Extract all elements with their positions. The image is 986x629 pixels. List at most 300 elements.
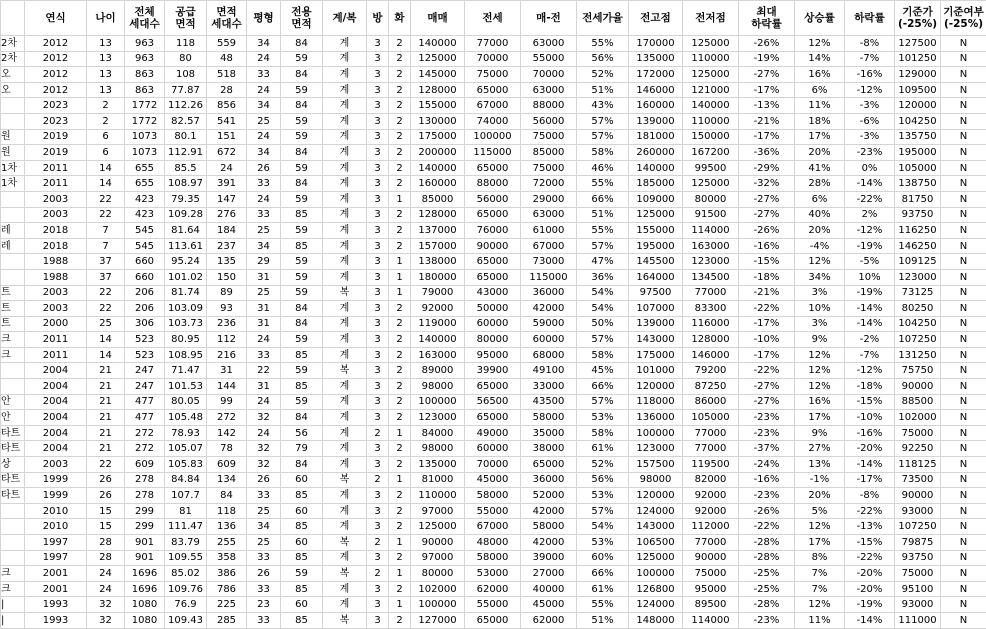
table-cell: 2011 <box>25 347 87 363</box>
table-cell: 108 <box>165 67 207 83</box>
table-cell: 108.95 <box>165 347 207 363</box>
table-row <box>1 160 986 176</box>
table-cell: 53% <box>577 535 629 551</box>
table-cell: 545 <box>125 238 165 254</box>
table-cell: -28% <box>739 550 795 566</box>
table-cell: 100000 <box>411 394 465 410</box>
table-cell: 85 <box>281 612 323 628</box>
table-cell: 139000 <box>629 113 683 129</box>
table-cell: 59 <box>281 160 323 176</box>
table-cell: -26% <box>739 223 795 239</box>
table-cell: 타트 <box>1 441 25 457</box>
table-cell: 11% <box>795 612 845 628</box>
table-cell: 1 <box>389 566 411 582</box>
table-cell: 110000 <box>683 51 739 67</box>
table-cell: 31 <box>207 363 247 379</box>
table-cell: -12% <box>845 363 895 379</box>
table-cell: 110000 <box>683 113 739 129</box>
table-cell: 79.35 <box>165 191 207 207</box>
table-row <box>1 410 986 426</box>
table-cell: 2 <box>389 363 411 379</box>
table-cell: 70000 <box>465 51 521 67</box>
table-row <box>1 145 986 161</box>
table-cell: 50000 <box>465 301 521 317</box>
table-cell: 160000 <box>629 98 683 114</box>
table-cell: 14 <box>87 176 125 192</box>
table-cell: 67000 <box>465 98 521 114</box>
table-cell: 57% <box>577 113 629 129</box>
table-cell: 110000 <box>411 488 465 504</box>
table-cell: 36% <box>577 269 629 285</box>
table-cell: 112.91 <box>165 145 207 161</box>
table-cell: -16% <box>845 425 895 441</box>
table-cell: 76.9 <box>165 597 207 613</box>
table-cell: 28% <box>795 176 845 192</box>
table-cell: 2 <box>389 503 411 519</box>
table-cell: 58% <box>577 145 629 161</box>
table-cell: 13 <box>87 36 125 52</box>
table-cell: 101.02 <box>165 269 207 285</box>
table-cell: 62000 <box>521 612 577 628</box>
table-cell: N <box>941 410 986 426</box>
table-cell: 160000 <box>411 176 465 192</box>
table-cell: 104250 <box>895 113 941 129</box>
table-cell: 2019 <box>25 145 87 161</box>
table-cell: -23% <box>739 488 795 504</box>
table-cell: 3 <box>367 160 389 176</box>
table-row <box>1 98 986 114</box>
table-cell: 20% <box>795 223 845 239</box>
table-cell: 92000 <box>683 503 739 519</box>
table-cell: 75000 <box>895 566 941 582</box>
table-cell: 60 <box>281 597 323 613</box>
table-cell: 125000 <box>683 67 739 83</box>
table-cell: 2 <box>87 98 125 114</box>
table-cell: 109500 <box>895 82 941 98</box>
table-cell: 2 <box>389 51 411 67</box>
table-cell: -27% <box>739 67 795 83</box>
table-cell: 146000 <box>629 82 683 98</box>
table-cell: 112000 <box>683 519 739 535</box>
table-cell: 24 <box>247 425 281 441</box>
table-cell: 255 <box>207 535 247 551</box>
table-cell: 3 <box>367 113 389 129</box>
table-cell: 93 <box>207 301 247 317</box>
table-cell: 31 <box>247 301 281 317</box>
table-cell: 85 <box>281 488 323 504</box>
table-cell: 1080 <box>125 597 165 613</box>
table-cell: 358 <box>207 550 247 566</box>
table-cell: 33 <box>247 176 281 192</box>
table-cell: 계 <box>323 488 367 504</box>
table-cell: 48000 <box>465 535 521 551</box>
table-cell: 22 <box>87 457 125 473</box>
table-cell: 33000 <box>521 379 577 395</box>
table-cell: 계 <box>323 425 367 441</box>
table-cell: 84 <box>281 457 323 473</box>
table-cell: 121000 <box>683 82 739 98</box>
table-cell: -7% <box>845 51 895 67</box>
table-cell: 81.74 <box>165 285 207 301</box>
table-cell: 21 <box>87 410 125 426</box>
table-cell: 1999 <box>25 472 87 488</box>
table-cell: 9% <box>795 425 845 441</box>
table-cell: 타트 <box>1 425 25 441</box>
table-cell: 계 <box>323 129 367 145</box>
table-cell: 8% <box>795 550 845 566</box>
table-cell: 672 <box>207 145 247 161</box>
table-row <box>1 176 986 192</box>
table-row <box>1 82 986 98</box>
table-cell: 58000 <box>521 519 577 535</box>
table-cell: 2 <box>367 472 389 488</box>
table-cell: N <box>941 82 986 98</box>
table-cell: 125000 <box>629 207 683 223</box>
table-cell: N <box>941 503 986 519</box>
table-row <box>1 316 986 332</box>
table-cell: 22 <box>87 207 125 223</box>
table-cell: -12% <box>845 82 895 98</box>
table-cell: 3 <box>367 363 389 379</box>
table-cell: | <box>1 597 25 613</box>
table-cell: 107000 <box>629 301 683 317</box>
table-cell: 계 <box>323 254 367 270</box>
table-cell: 계 <box>323 145 367 161</box>
table-cell: 85 <box>281 207 323 223</box>
table-cell: 77000 <box>465 36 521 52</box>
table-cell: 116250 <box>895 223 941 239</box>
table-cell: -25% <box>739 581 795 597</box>
table-cell: 22 <box>87 285 125 301</box>
table-cell: -10% <box>739 332 795 348</box>
table-cell: 2 <box>389 581 411 597</box>
table-cell: 863 <box>125 82 165 98</box>
table-cell: 51% <box>577 207 629 223</box>
table-cell: 크 <box>1 347 25 363</box>
table-cell: 97000 <box>411 503 465 519</box>
table-cell: 135000 <box>411 457 465 473</box>
table-cell: 3 <box>367 519 389 535</box>
table-cell: N <box>941 98 986 114</box>
table-cell: -20% <box>845 581 895 597</box>
table-cell: 3 <box>367 207 389 223</box>
table-cell: 2 <box>389 238 411 254</box>
table-cell: 3 <box>367 145 389 161</box>
table-cell: 17% <box>795 410 845 426</box>
table-cell: 127000 <box>411 612 465 628</box>
table-cell: 7% <box>795 581 845 597</box>
table-cell: 77000 <box>683 535 739 551</box>
table-cell: 59 <box>281 223 323 239</box>
table-cell: 79000 <box>411 285 465 301</box>
table-row <box>1 597 986 613</box>
table-cell: 크 <box>1 566 25 582</box>
table-cell: 247 <box>125 363 165 379</box>
table-cell: 75000 <box>521 129 577 145</box>
table-cell: 25 <box>247 223 281 239</box>
table-cell: 22 <box>247 363 281 379</box>
table-cell: 90000 <box>895 488 941 504</box>
table-cell: 2 <box>389 347 411 363</box>
table-cell: 계 <box>323 36 367 52</box>
table-cell: -14% <box>845 301 895 317</box>
table-cell: 1988 <box>25 254 87 270</box>
table-cell <box>1 363 25 379</box>
table-cell: 112.26 <box>165 98 207 114</box>
table-cell: 98000 <box>411 379 465 395</box>
table-cell: 278 <box>125 472 165 488</box>
table-cell: 26 <box>87 472 125 488</box>
table-cell: 1993 <box>25 612 87 628</box>
table-cell: 2012 <box>25 67 87 83</box>
table-cell: 16% <box>795 394 845 410</box>
table-cell: -18% <box>845 379 895 395</box>
table-cell: 3 <box>367 410 389 426</box>
table-cell: 57% <box>577 129 629 145</box>
table-row <box>1 223 986 239</box>
table-cell: 7 <box>87 238 125 254</box>
table-cell: 655 <box>125 160 165 176</box>
table-cell: 59 <box>281 566 323 582</box>
table-row <box>1 519 986 535</box>
table-cell: -23% <box>739 425 795 441</box>
table-cell: 276 <box>207 207 247 223</box>
table-cell: 3 <box>367 379 389 395</box>
table-cell: -27% <box>739 379 795 395</box>
table-cell: 59 <box>281 254 323 270</box>
table-cell: -15% <box>845 535 895 551</box>
table-cell: -16% <box>739 472 795 488</box>
table-cell: 16% <box>795 67 845 83</box>
table-cell: 2012 <box>25 82 87 98</box>
table-cell: 83300 <box>683 301 739 317</box>
table-cell: 99500 <box>683 160 739 176</box>
header-row <box>1 1 986 36</box>
table-cell: 2 <box>367 425 389 441</box>
table-cell: 172000 <box>629 67 683 83</box>
table-cell: 21 <box>87 394 125 410</box>
table-cell: 24 <box>247 82 281 98</box>
table-cell: 2 <box>389 488 411 504</box>
table-cell: 111000 <box>895 612 941 628</box>
table-cell: 3 <box>367 316 389 332</box>
table-cell: 13 <box>87 51 125 67</box>
table-cell: -14% <box>845 176 895 192</box>
table-cell: 200000 <box>411 145 465 161</box>
table-cell <box>1 503 25 519</box>
table-cell: 101250 <box>895 51 941 67</box>
table-cell: 61000 <box>521 223 577 239</box>
table-cell: 59 <box>281 51 323 67</box>
table-cell: 2 <box>389 67 411 83</box>
table-cell: 90000 <box>683 550 739 566</box>
table-cell: 24 <box>87 566 125 582</box>
table-cell: 101000 <box>629 363 683 379</box>
table-cell: 60 <box>281 535 323 551</box>
table-cell: 79200 <box>683 363 739 379</box>
table-cell: 1 <box>389 254 411 270</box>
table-cell: 559 <box>207 36 247 52</box>
table-cell: 17% <box>795 535 845 551</box>
table-cell: 66% <box>577 379 629 395</box>
table-cell: 복 <box>323 535 367 551</box>
table-row <box>1 363 986 379</box>
table-cell: 계 <box>323 301 367 317</box>
table-cell: 계 <box>323 410 367 426</box>
table-cell: 128000 <box>411 207 465 223</box>
table-cell: 계 <box>323 597 367 613</box>
table-cell: 계 <box>323 223 367 239</box>
table-cell: 26 <box>247 160 281 176</box>
table-cell: 82.57 <box>165 113 207 129</box>
table-cell: 15 <box>87 519 125 535</box>
table-cell: 33 <box>247 488 281 504</box>
table-cell: 70000 <box>465 457 521 473</box>
table-cell: 272 <box>207 410 247 426</box>
table-cell: 236 <box>207 316 247 332</box>
column-header: 나이 <box>87 1 125 36</box>
table-cell: 2 <box>389 332 411 348</box>
column-header: 최대 하락률 <box>739 1 795 36</box>
table-cell: 856 <box>207 98 247 114</box>
table-row <box>1 129 986 145</box>
table-cell: 112 <box>207 332 247 348</box>
table-cell: 120000 <box>895 98 941 114</box>
column-header: 공급 면적 <box>165 1 207 36</box>
table-cell: 56 <box>281 425 323 441</box>
table-cell: 477 <box>125 394 165 410</box>
table-cell: 135750 <box>895 129 941 145</box>
column-header: 평형 <box>247 1 281 36</box>
table-cell: 1 <box>389 472 411 488</box>
table-cell: 79 <box>281 441 323 457</box>
table-cell: 99 <box>207 394 247 410</box>
table-cell: 타트 <box>1 472 25 488</box>
table-cell: 56000 <box>465 191 521 207</box>
table-cell: 3 <box>367 597 389 613</box>
table-cell: 7 <box>87 223 125 239</box>
table-cell: 1 <box>389 191 411 207</box>
table-cell: 2001 <box>25 581 87 597</box>
table-cell: -29% <box>739 160 795 176</box>
table-cell: 68000 <box>521 347 577 363</box>
table-cell: 59 <box>281 285 323 301</box>
table-cell: 2018 <box>25 238 87 254</box>
table-cell: 61% <box>577 581 629 597</box>
table-cell: 2차 <box>1 36 25 52</box>
table-cell: 2 <box>389 145 411 161</box>
table-cell: 901 <box>125 535 165 551</box>
table-cell: 2003 <box>25 207 87 223</box>
table-cell: 55% <box>577 597 629 613</box>
table-cell: 1073 <box>125 129 165 145</box>
table-cell: 계 <box>323 207 367 223</box>
table-cell: 계 <box>323 82 367 98</box>
table-cell: 2 <box>389 410 411 426</box>
table-cell: 79875 <box>895 535 941 551</box>
table-cell: N <box>941 285 986 301</box>
table-row <box>1 207 986 223</box>
table-cell: 6% <box>795 82 845 98</box>
table-cell: 54% <box>577 301 629 317</box>
table-cell: 65000 <box>465 410 521 426</box>
table-cell: 963 <box>125 51 165 67</box>
table-cell: 85 <box>281 550 323 566</box>
table-cell: 81000 <box>411 472 465 488</box>
table-cell: 157500 <box>629 457 683 473</box>
table-cell: 33 <box>247 347 281 363</box>
table-cell: 58000 <box>521 410 577 426</box>
table-cell: 2023 <box>25 98 87 114</box>
table-cell: 115000 <box>521 269 577 285</box>
table-cell: 225 <box>207 597 247 613</box>
table-cell: 2001 <box>25 566 87 582</box>
table-cell: -22% <box>845 503 895 519</box>
table-cell: 53000 <box>465 566 521 582</box>
table-cell: 2% <box>845 207 895 223</box>
table-cell: 84 <box>281 301 323 317</box>
table-cell: 299 <box>125 519 165 535</box>
table-cell: 5% <box>795 503 845 519</box>
table-cell: 609 <box>125 457 165 473</box>
table-cell: 1080 <box>125 612 165 628</box>
table-cell: 3 <box>367 223 389 239</box>
table-cell: 105000 <box>895 160 941 176</box>
table-cell: 2 <box>389 316 411 332</box>
table-cell: 45000 <box>465 472 521 488</box>
table-cell: 150000 <box>683 129 739 145</box>
table-cell: 73125 <box>895 285 941 301</box>
table-cell: 125000 <box>411 519 465 535</box>
table-cell: 12% <box>795 254 845 270</box>
table-cell: 83.79 <box>165 535 207 551</box>
table-row <box>1 238 986 254</box>
table-row <box>1 457 986 473</box>
table-cell: 518 <box>207 67 247 83</box>
table-cell: -16% <box>845 67 895 83</box>
table-cell: 24 <box>247 191 281 207</box>
table-cell: N <box>941 254 986 270</box>
table-cell: 34 <box>247 145 281 161</box>
table-cell: N <box>941 160 986 176</box>
table-cell: 129000 <box>895 67 941 83</box>
table-cell: 2004 <box>25 410 87 426</box>
table-cell: | <box>1 612 25 628</box>
table-cell: 2 <box>389 223 411 239</box>
table-cell: 285 <box>207 612 247 628</box>
table-cell: 3 <box>367 176 389 192</box>
table-cell: 1 <box>389 597 411 613</box>
table-cell: 75750 <box>895 363 941 379</box>
table-cell: 131250 <box>895 347 941 363</box>
table-cell: 34 <box>247 98 281 114</box>
table-cell: 33 <box>247 612 281 628</box>
table-cell: 185000 <box>629 176 683 192</box>
table-cell: 146250 <box>895 238 941 254</box>
table-row <box>1 488 986 504</box>
table-cell: 184 <box>207 223 247 239</box>
table-cell: -8% <box>845 36 895 52</box>
table-cell: 97000 <box>411 550 465 566</box>
table-cell: 901 <box>125 550 165 566</box>
table-cell: -17% <box>739 129 795 145</box>
table-cell: 57% <box>577 394 629 410</box>
table-cell: 45% <box>577 363 629 379</box>
table-cell <box>1 379 25 395</box>
table-cell: 80.95 <box>165 332 207 348</box>
table-cell: 13 <box>87 67 125 83</box>
table-cell: 115000 <box>465 145 521 161</box>
